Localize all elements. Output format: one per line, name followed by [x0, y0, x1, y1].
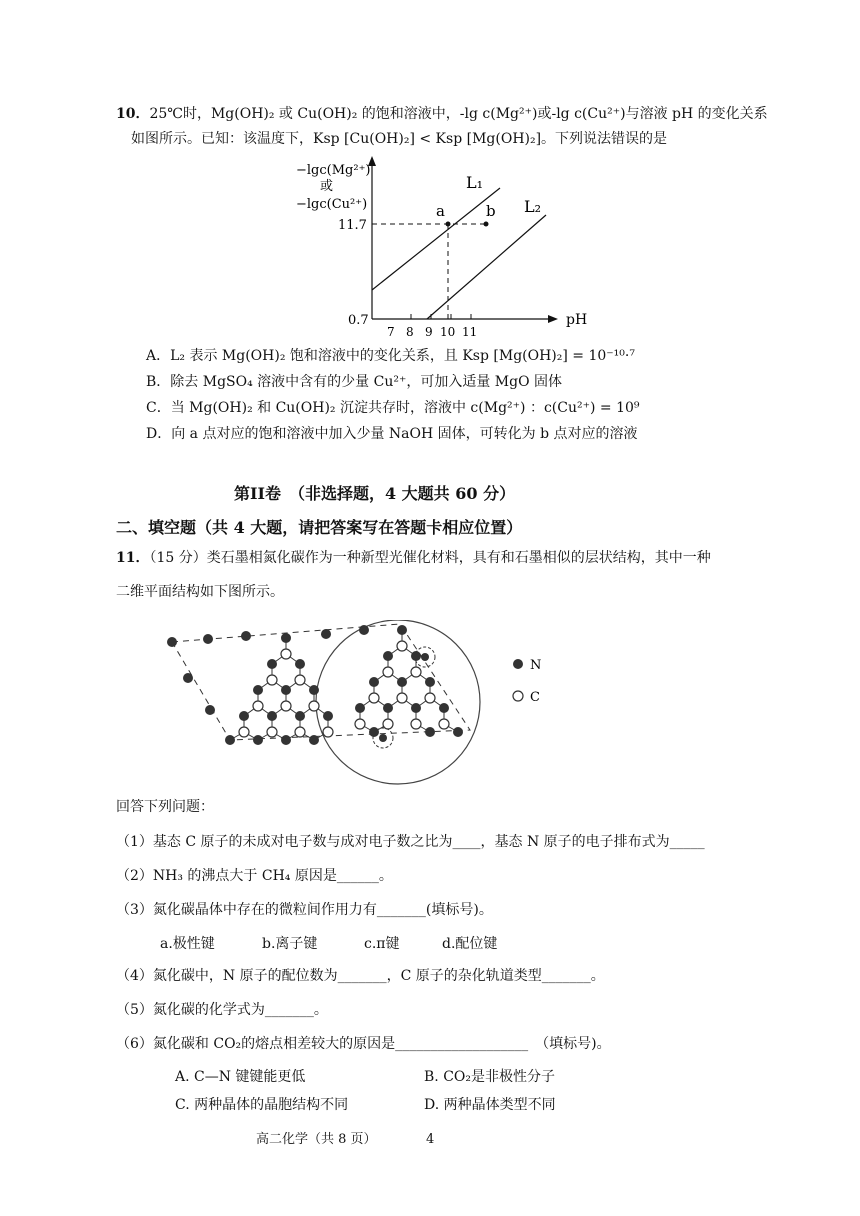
legend-n-label: N — [530, 658, 542, 673]
label-a: a — [436, 202, 445, 220]
x-tick-9: 9 — [425, 325, 433, 339]
q11-sub2: （2）NH₃ 的沸点大于 CH₄ 原因是______。 — [116, 868, 393, 884]
q10-text1: 25℃时，Mg(OH)₂ 或 Cu(OH)₂ 的饱和溶液中，-lg c(Mg²⁺)或-lg c(Cu²⁺)与溶液 pH 的变化关系 — [149, 106, 768, 122]
ph-chart — [290, 150, 600, 340]
q11-line2: 二维平面结构如下图所示。 — [116, 584, 284, 600]
legend-c-icon — [513, 691, 523, 701]
x-tick-8: 8 — [406, 325, 414, 339]
line-l2 — [427, 215, 546, 319]
footer-title: 高二化学（共 8 页） — [256, 1132, 377, 1147]
q11-sub4: （4）氮化碳中，N 原子的配位数为_______，C 原子的杂化轨道类型_______。 — [116, 968, 605, 984]
q10-option-a: A．L₂ 表示 Mg(OH)₂ 饱和溶液中的变化关系，且 Ksp [Mg(OH)₂] = 10⁻¹⁰·⁷ — [146, 348, 635, 364]
q10-option-d: D．向 a 点对应的饱和溶液中加入少量 NaOH 固体，可转化为 b 点对应的溶液 — [146, 426, 638, 442]
carbon-nitride-structure — [150, 620, 570, 790]
label-l2: L₂ — [524, 197, 542, 216]
x-axis-arrow — [548, 315, 558, 323]
q10-option-b: B．除去 MgSO₄ 溶液中含有的少量 Cu²⁺，可加入适量 MgO 固体 — [146, 374, 563, 390]
q10-line1 — [116, 104, 768, 124]
legend-n-icon — [513, 659, 523, 669]
q11-line1 — [116, 548, 711, 568]
page-number: 4 — [426, 1132, 435, 1147]
q11-sub6-option-d: D. 两种晶体类型不同 — [424, 1097, 556, 1113]
q10-line2: 如图所示。已知：该温度下，Ksp [Cu(OH)₂] < Ksp [Mg(OH)₂]。下列说法错误的是 — [131, 131, 668, 147]
q11-sub5: （5）氮化碳的化学式为_______。 — [116, 1002, 328, 1018]
label-l1: L₁ — [466, 173, 484, 192]
point-b — [484, 222, 489, 227]
q11-sub6-option-c: C. 两种晶体的晶胞结构不同 — [175, 1097, 349, 1113]
q11-sub6-option-a: A. C—N 键键能更低 — [175, 1069, 306, 1085]
q11-sub1: （1）基态 C 原子的未成对电子数与成对电子数之比为____，基态 N 原子的电子排布式为_____ — [116, 834, 705, 850]
q10-option-c: C．当 Mg(OH)₂ 和 Cu(OH)₂ 沉淀共存时，溶液中 c(Mg²⁺) ：c(Cu²⁺) = 10⁹ — [146, 400, 640, 416]
y-label-1: −lgc(Mg²⁺) — [296, 163, 371, 178]
q11-sub3-option-d: d.配位键 — [442, 936, 498, 952]
x-tick-11: 11 — [462, 325, 478, 339]
q11-sub6: （6）氮化碳和 CO₂的熔点相差较大的原因是___________________ （填标号)。 — [116, 1036, 611, 1052]
y-label-3: −lgc(Cu²⁺) — [296, 197, 368, 212]
q11-sub3-option-a: a.极性键 — [160, 936, 215, 952]
q11-sub3-option-c: c.π键 — [364, 936, 400, 952]
point-a — [446, 222, 451, 227]
label-b: b — [486, 202, 496, 220]
part2-title: 二、填空题（共 4 大题，请把答案写在答题卡相应位置） — [116, 518, 523, 537]
y-label-2: 或 — [320, 179, 334, 194]
q11-prompt: 回答下列问题： — [116, 799, 214, 815]
q11-text1: （15 分）类石墨相氮化碳作为一种新型光催化材料，具有和石墨相似的层状结构，其中一种 — [149, 550, 711, 566]
q11-sub6-option-b: B. CO₂是非极性分子 — [424, 1069, 555, 1085]
q11-number: 11． — [116, 550, 150, 566]
q11-sub3-option-b: b.离子键 — [262, 936, 318, 952]
q10-number: 10． — [116, 106, 150, 122]
x-label: pH — [566, 312, 588, 328]
section2-title: 第II卷 （非选择题，4 大题共 60 分） — [234, 484, 516, 503]
q11-sub3: （3）氮化碳晶体中存在的微粒间作用力有_______(填标号)。 — [116, 902, 493, 918]
y-tick-bottom: 0.7 — [348, 313, 369, 328]
x-tick-10: 10 — [440, 325, 456, 339]
x-tick-7: 7 — [387, 325, 395, 339]
legend-c-label: C — [530, 690, 540, 705]
y-tick-top: 11.7 — [338, 218, 367, 233]
